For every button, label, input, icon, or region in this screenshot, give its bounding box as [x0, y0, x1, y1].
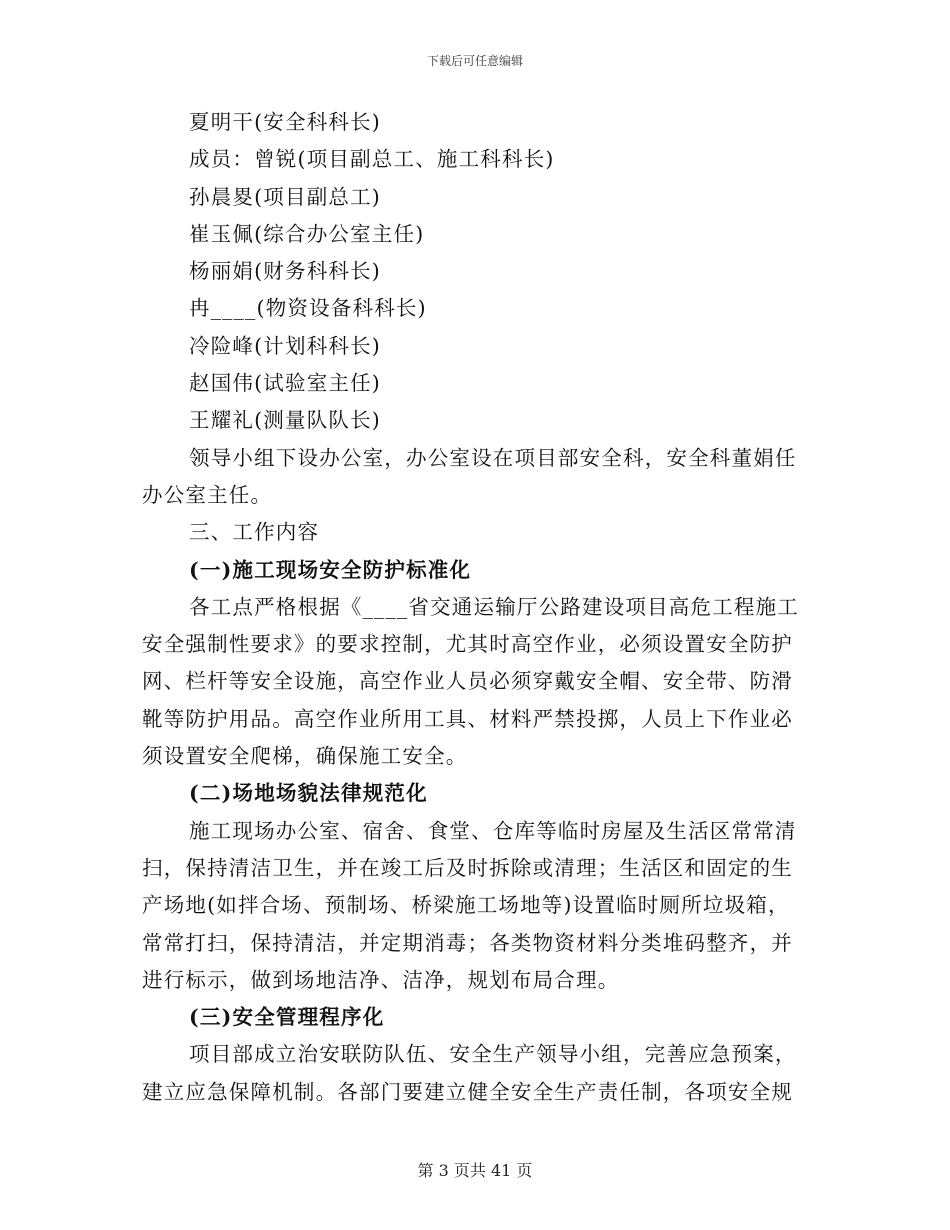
paragraph: 领导小组下设办公室，办公室设在项目部安全科，安全科董娟任办公室主任。 [142, 445, 797, 507]
paragraph: 项目部成立治安联防队伍、安全生产领导小组，完善应急预案，建立应急保障机制。各部门要建立健全安全生产责任制，各项安全规 [142, 1042, 797, 1104]
paragraph: 各工点严格根据《____省交通运输厅公路建设项目高危工程施工安全强制性要求》的要求控制，尤其时高空作业，必须设置安全防护网、栏杆等安全设施，高空作业人员必须穿戴安全帽、安全带、防滑靴等防护用品。高空作业所用工具、材料严禁投掷，人员上下作业必须设置安全爬梯，确保施工安全。 [142, 594, 799, 769]
subsection-heading: (二)场地场貌法律规范化 [189, 781, 428, 806]
member-line: 成员：曾锐(项目副总工、施工科科长) [189, 147, 555, 172]
member-line: 冷险峰(计划科科长) [189, 333, 381, 358]
member-line: 孙晨畟(项目副总工) [189, 184, 381, 209]
section-title: 三、工作内容 [189, 520, 320, 545]
subsection-heading: (三)安全管理程序化 [189, 1005, 385, 1030]
paragraph: 施工现场办公室、宿舍、食堂、仓库等临时房屋及生活区常常清扫，保持清洁卫生，并在竣工后及时拆除或清理；生活区和固定的生产场地(如拌合场、预制场、桥梁施工场地等)设置临时厕所垃圾箱，常常打扫，保持清洁，并定期消毒；各类物资材料分类堆码整齐，并进行标示，做到场地洁净、洁净，规划布局合理。 [142, 818, 797, 992]
member-line: 王耀礼(测量队队长) [189, 408, 381, 433]
document-body [142, 104, 802, 1111]
member-line: 冉____(物资设备科科长) [189, 296, 427, 321]
member-line: 夏明干(安全科科长) [189, 110, 381, 134]
member-line: 杨丽娟(财务科科长) [189, 259, 381, 284]
page-footer: 第 3 页共 41 页 [417, 1161, 533, 1180]
member-line: 赵国伟(试验室主任) [189, 371, 381, 396]
member-line: 崔玉佩(综合办公室主任) [189, 221, 425, 246]
subsection-heading: (一)施工现场安全防护标准化 [189, 557, 472, 582]
page-header: 下载后可任意编辑 [426, 54, 523, 68]
